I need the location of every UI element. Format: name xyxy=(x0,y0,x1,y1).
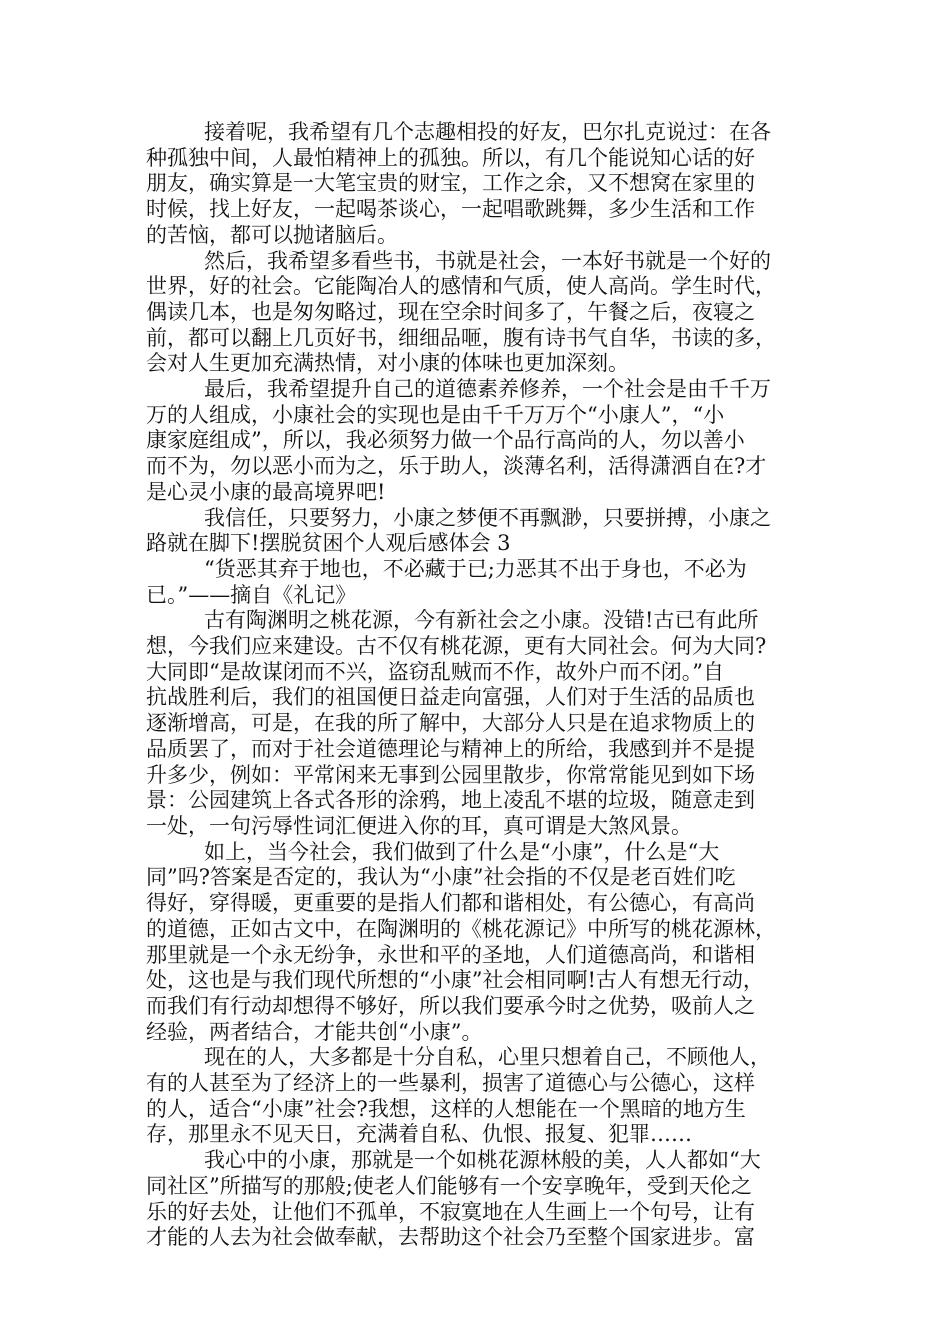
text-line: 接着呢，我希望有几个志趣相投的好友，巴尔扎克说过：在各 xyxy=(204,120,771,144)
text-line: 世界，好的社会。它能陶冶人的感情和气质，使人高尚。学生时代， xyxy=(146,274,776,299)
text-line: 古有陶渊明之桃花源，今有新社会之小康。没错!古已有此所 xyxy=(204,608,759,633)
text-line: 的道德，正如古文中，在陶渊明的《桃花源记》中所写的桃花源林， xyxy=(146,916,776,941)
text-line: 有的人甚至为了经济上的一些暴利，损害了道德心与公德心，这样 xyxy=(146,1071,755,1096)
text-line: 现在的人，大多都是十分自私，心里只想着自己，不顾他人， xyxy=(204,1045,771,1070)
paragraph-quote xyxy=(146,557,810,608)
text-line: 朋友，确实算是一大笔宝贵的财宝，工作之余，又不想窝在家里的 xyxy=(146,171,755,196)
text-line: 我信任，只要努力，小康之梦便不再飘渺，只要拼搏，小康之 xyxy=(204,505,771,530)
text-line: 而我们有行动却想得不够好，所以我们要承今时之优势，吸前人之 xyxy=(146,993,755,1018)
text-line: 康家庭组成”，所以，我必须努力做一个品行高尚的人，勿以善小 xyxy=(146,428,745,453)
paragraph-selfish xyxy=(146,1045,810,1148)
text-line: 才能的人去为社会做奉献，去帮助这个社会乃至整个国家进步。富 xyxy=(146,1225,755,1250)
text-line: 然后，我希望多看些书，书就是社会，一本好书就是一个好的 xyxy=(204,248,771,273)
paragraph-harmony xyxy=(146,840,810,1046)
text-line: 如上，当今社会，我们做到了什么是“小康”，什么是“大 xyxy=(204,839,720,864)
paragraph-peach-blossom xyxy=(146,608,810,839)
text-line: 最后，我希望提升自己的道德素养修养，一个社会是由千千万 xyxy=(204,377,771,402)
text-line: 的苦恼，都可以抛诸脑后。 xyxy=(146,222,398,247)
text-line: 处，这也是与我们现代所想的“小康”社会相同啊!古人有想无行动， xyxy=(146,968,764,993)
text-line: 一处，一句污辱性词汇便进入你的耳，真可谓是大煞风景。 xyxy=(146,813,692,838)
text-line: 种孤独中间，人最怕精神上的孤独。所以，有几个能说知心话的好 xyxy=(146,145,755,170)
text-line: 品质罢了，而对于社会道德理论与精神上的所给，我感到并不是提 xyxy=(146,736,755,761)
text-line: 万的人组成，小康社会的实现也是由千千万万个“小康人”，“小 xyxy=(146,402,725,427)
text-line: 得好，穿得暖，更重要的是指人们都和谐相处，有公德心，有高尚 xyxy=(146,891,755,916)
text-line: 乐的好去处，让他们不孤单，不寂寞地在人生画上一个句号，让有 xyxy=(146,1199,755,1224)
text-line: 前，都可以翻上几页好书，细细品咂，腹有诗书气自华，书读的多， xyxy=(146,325,776,350)
text-line: 时候，找上好友，一起喝茶谈心，一起唱歌跳舞，多少生活和工作 xyxy=(146,197,755,222)
text-line: 我心中的小康，那就是一个如桃花源林般的美，人人都如“大 xyxy=(204,1148,761,1173)
paragraph-books xyxy=(146,249,810,378)
text-line: 的人，适合“小康”社会?我想，这样的人想能在一个黑暗的地方生 xyxy=(146,1096,746,1121)
text-line: 存，那里永不见天日，充满着自私、仇恨、报复、犯罪…… xyxy=(146,1122,692,1147)
text-line: 想，今我们应来建设。古不仅有桃花源，更有大同社会。何为大同? xyxy=(146,634,767,659)
text-line: 逐渐增高，可是，在我的所了解中，大部分人只是在追求物质上的 xyxy=(146,711,755,736)
text-line: 升多少，例如：平常闲来无事到公园里散步，你常常能见到如下场 xyxy=(146,762,755,787)
text-line: 大同即“是故谋闭而不兴，盗窃乱贼而不作，故外户而不闭。”自 xyxy=(146,659,724,684)
text-line: 同社区”所描写的那般;使老人们能够有一个安享晚年，受到天伦之 xyxy=(146,1173,752,1198)
paragraph-belief xyxy=(146,506,810,557)
text-line: 那里就是一个永无纷争，永世和平的圣地，人们道德高尚，和谐相 xyxy=(146,942,755,967)
paragraph-my-xiaokang xyxy=(146,1148,810,1251)
text-line: 而不为，勿以恶小而为之，乐于助人，淡薄名利，活得潇洒自在?才 xyxy=(146,454,767,479)
text-line: 抗战胜利后，我们的祖国便日益走向富强，人们对于生活的品质也 xyxy=(146,685,755,710)
text-line: 景：公园建筑上各式各形的涂鸦，地上凌乱不堪的垃圾，随意走到 xyxy=(146,788,755,813)
text-line: “货恶其弃于地也，不必藏于已;力恶其不出于身也，不必为 xyxy=(204,556,747,581)
paragraph-morality xyxy=(146,377,810,506)
text-line: 会对人生更加充满热情，对小康的体味也更加深刻。 xyxy=(146,351,629,376)
text-line: 同”吗?答案是否定的，我认为“小康”社会指的不仅是老百姓们吃 xyxy=(146,865,736,890)
document-page xyxy=(146,120,810,1251)
text-line: 已。”——摘自《礼记》 xyxy=(146,582,357,607)
paragraph-friends xyxy=(146,120,810,249)
text-line: 路就在脚下!摆脱贫困个人观后感体会 3 xyxy=(146,531,511,556)
text-line: 经验，两者结合，才能共创“小康”。 xyxy=(146,1019,483,1044)
text-line: 是心灵小康的最高境界吧! xyxy=(146,479,386,504)
text-line: 偶读几本，也是匆匆略过，现在空余时间多了，午餐之后，夜寝之 xyxy=(146,299,755,324)
